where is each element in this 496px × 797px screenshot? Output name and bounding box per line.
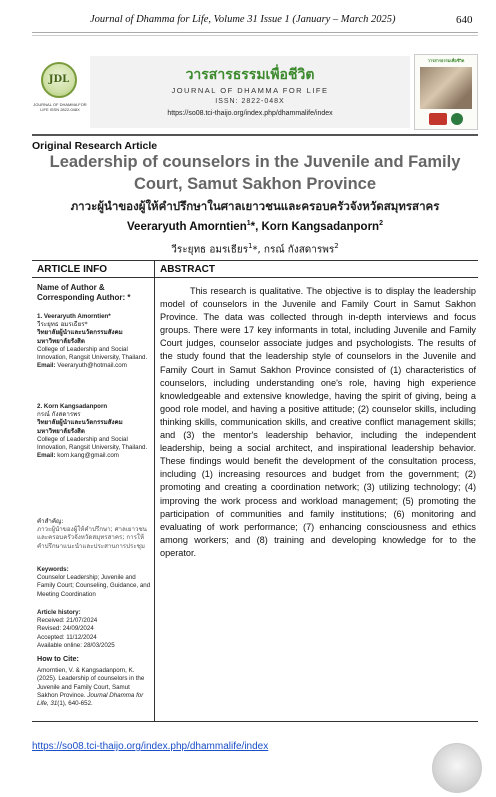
cite-label: How to Cite: <box>37 654 79 663</box>
author-1-block <box>37 313 151 370</box>
cite-issue-pages: (1), 640-652. <box>57 700 93 708</box>
journal-running-title: Journal of Dhamma for Life, Volume 31 Issue 1 (January – March 2025) <box>90 14 396 25</box>
banner-thai-title: วารสารธรรมเพื่อชีวิต <box>185 67 315 83</box>
cite-block <box>37 655 151 708</box>
abstract-heading: ABSTRACT <box>160 264 215 275</box>
author-1-label: 1. Veeraryuth Amorntien* <box>37 313 111 320</box>
page-number: 640 <box>456 14 473 26</box>
jdl-logo-emblem-icon <box>41 62 77 98</box>
author-2-email[interactable]: korn.kang@gmail.com <box>55 452 119 460</box>
author-2-thai-label: กรณ์ กังสดารพร <box>37 411 81 419</box>
author-1-thai-label: วีระยุทธ อมรเธียร* <box>37 321 88 329</box>
author-2-college: College of Leadership and Social Innovation, Rangsit University, Thailand. <box>37 435 148 452</box>
info-top-rule <box>32 260 478 261</box>
author-2-label: 2. Korn Kangsadanporn <box>37 403 108 410</box>
history-label: Article history: <box>37 609 81 616</box>
article-history-block <box>37 609 151 650</box>
cover-badge-icon <box>429 113 447 125</box>
author-2-block <box>37 403 151 460</box>
author-1-college: College of Leadership and Social Innovation, Rangsit University, Thailand. <box>37 345 148 362</box>
banner-url[interactable]: https://so08.tci-thaijo.org/index.php/dhammalife/index <box>167 110 333 117</box>
article-title: Leadership of counselors in the Juvenile and Family Court, Samut Sakhon Province <box>49 153 461 193</box>
cover-image <box>420 67 472 109</box>
author-1-thai-college: วิทยาลัยผู้นำและนวัตกรรมสังคม <box>37 329 123 337</box>
author-2-thai-affil: 2 <box>334 242 339 250</box>
banner-issn: ISSN: 2822-048X <box>215 98 285 105</box>
header-rule-secondary <box>32 35 478 36</box>
article-thai-title: ภาวะผู้นำของผู้ให้คำปรึกษาในศาลเยาวชนและครอบครัวจังหวัดสมุทรสาคร <box>70 199 440 213</box>
journal-cover-thumbnail <box>414 54 478 130</box>
online-date: Available online: 28/03/2025 <box>37 641 115 649</box>
received-date: Received: 21/07/2024 <box>37 617 98 625</box>
author-2-affil: 2 <box>379 220 383 227</box>
jdl-logo <box>32 54 88 130</box>
keywords-block <box>37 566 151 599</box>
authors-thai <box>32 242 478 257</box>
cover-seal-icon <box>451 113 463 125</box>
author-1-name: Veeraryuth Amorntien <box>127 220 247 233</box>
cover-title: วารสารธรรมเพื่อชีวิต <box>427 58 465 63</box>
cite-journal: Journal Dhamma for Life, 31 <box>37 691 144 708</box>
keywords-label: Keywords: <box>37 566 69 573</box>
keywords: Counselor Leadership; Juvenile and Family Court; Counseling, Guidance, and Meeting Coordination <box>37 574 151 598</box>
author-1-thai-affil: 1 <box>248 242 253 250</box>
info-heading-rule <box>32 277 154 278</box>
author-1-affil: 1 <box>246 220 251 227</box>
author-1-email[interactable]: Veeraryuth@hotmail.com <box>55 362 127 370</box>
authors-english <box>32 220 478 233</box>
corresponding-author-heading: Name of Author & Corresponding Author: * <box>37 283 131 302</box>
article-type: Original Research Article <box>32 140 158 152</box>
author-2-thai-name: *, กรณ์ กังสดารพร <box>252 244 335 256</box>
abstract-body: This research is qualitative. The objective is to display the leadership model of counselors in the Juvenile and Family Court in Samut Sakhon Province. The data was collected through in-depth interviews and focus groups. There were 17 key informants in total, including Juvenile and Family Court judges, counselor associate judges and psychologists. The results of the study found that the leadership style of counselors in the Juvenile and Family Court in Samut Sakhon Province consisted of (1) characteristics of counselors, including understanding one's role, having high experience knowledgeable and extensive knowledge, having the spirit of giving, being a good role model, and having a positive attitude; (2) counselor skills, including thinking skills, communication skills, and creative conflict management skills; and (3) the mentor's leadership behavior, including the independent leadership, being a social architect, and inspirational leadership behavior. These findings would benefit the development of the consultation process, including (1) increasing resources and budget from the government; (2) promoting and creating a coordination network; (3) utilizing technology; (4) improving the work process and workload management; (5) promoting the participation of communities and family institutions; (6) monitoring and evaluating of work performance; (7) enhancing consciousness and ethics among workers; and (8) training and developing knowledge for to the operator. <box>160 286 476 558</box>
author-1-thai-name: วีระยุทธ อมรเธียร <box>171 244 249 256</box>
banner-title-block <box>90 56 410 128</box>
author-2-email-label: Email: <box>37 452 56 460</box>
column-divider <box>154 261 155 721</box>
journal-banner <box>32 54 478 130</box>
banner-journal-name: JOURNAL OF DHAMMA FOR LIFE <box>171 86 329 95</box>
author-1-email-label: Email: <box>37 362 56 370</box>
article-info-heading: ARTICLE INFO <box>37 264 107 275</box>
thai-keywords-block <box>37 518 151 551</box>
author-1-email-line <box>37 362 151 370</box>
author-2-thai-college: วิทยาลัยผู้นำและนวัตกรรมสังคม <box>37 419 123 427</box>
author-2-thai-univ: มหาวิทยาลัยรังสิต <box>37 427 85 435</box>
cite-body: Amorntien, V. & Kangsadanporn, K. (2025). Leadership of counselors in the Juvenile and Family Court, Samut Sakhon Province. <box>37 667 145 699</box>
accepted-date: Accepted: 11/12/2024 <box>37 633 97 641</box>
header-rule <box>32 32 478 33</box>
author-1-thai-univ: มหาวิทยาลัยรังสิต <box>37 337 85 345</box>
thai-keywords-label: คำสำคัญ: <box>37 518 64 525</box>
author-2-email-line <box>37 452 151 460</box>
jdl-logo-text: JDL <box>48 74 70 85</box>
abstract-heading-rule <box>155 277 478 278</box>
thai-keywords: ภาวะผู้นำของผู้ให้คำปรึกษา; ศาลเยาวชนและครอบครัวจังหวัดสมุทรสาคร; การให้คำปรึกษาแนะนำและประสานการประชุม <box>37 526 147 550</box>
author-2-name: *, Korn Kangsadanporn <box>250 220 380 233</box>
revised-date: Revised: 24/09/2024 <box>37 625 94 633</box>
jdl-logo-subtitle: JOURNAL OF DHAMMA FOR LIFE ISSN 2822-048X <box>33 102 87 112</box>
cite-text <box>37 667 151 708</box>
certification-seal-icon <box>432 743 482 793</box>
bottom-rule <box>32 721 478 722</box>
banner-rule <box>32 134 478 136</box>
footer-journal-link[interactable]: https://so08.tci-thaijo.org/index.php/dhammalife/index <box>32 741 269 752</box>
